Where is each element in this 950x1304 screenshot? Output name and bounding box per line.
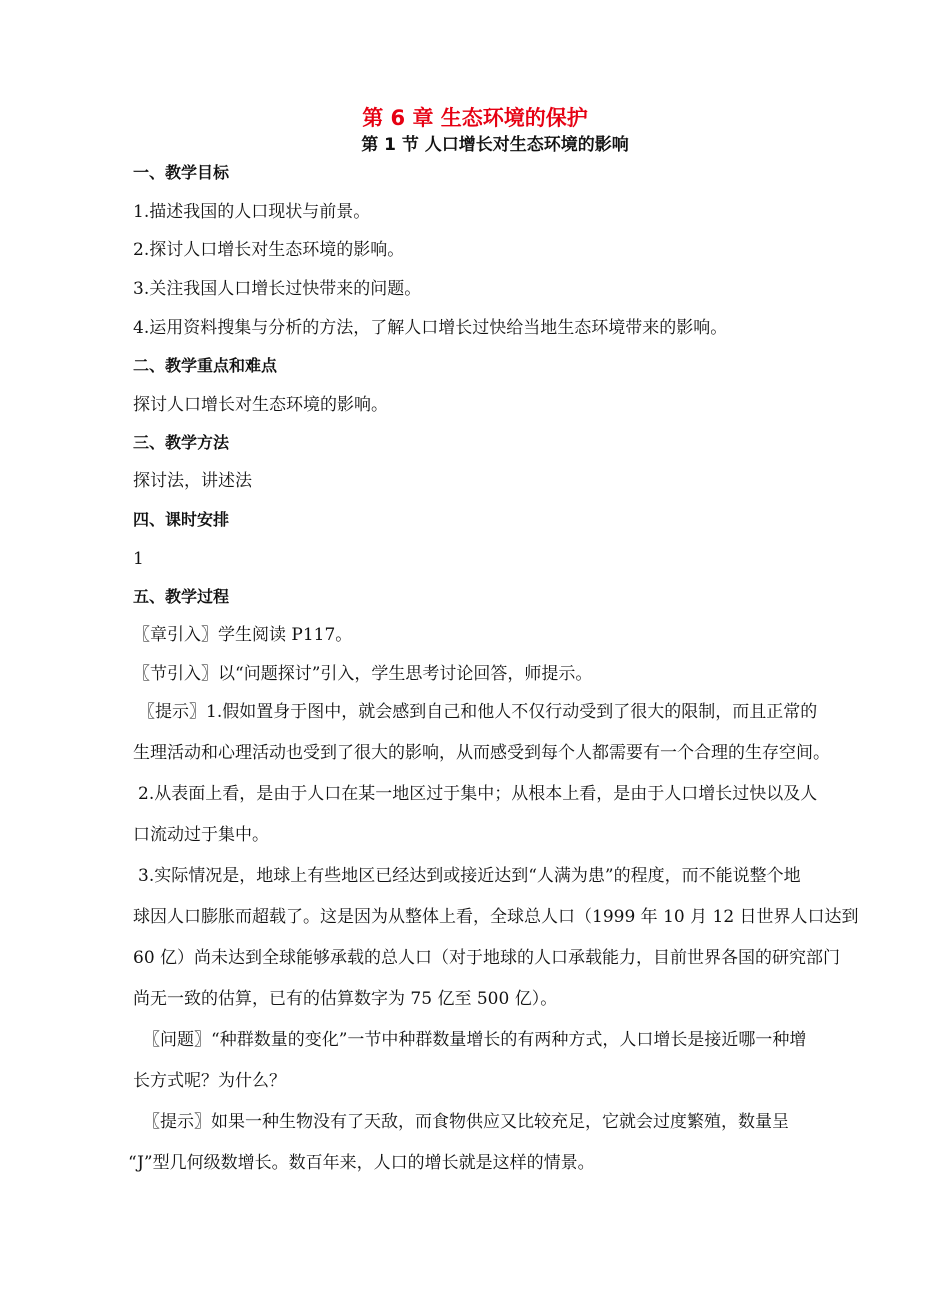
process-line: 尚无一致的估算，已有的估算数字为 75 亿至 500 亿）。 [133, 989, 558, 1009]
key-points-heading: 二、教学重点和难点 [133, 356, 278, 375]
process-line: 〖问题〗“种群数量的变化”一节中种群数量增长的有两种方式，人口增长是接近哪一种增 [143, 1030, 807, 1050]
process-line: 〖提示〗如果一种生物没有了天敌，而食物供应又比较充足，它就会过度繁殖，数量呈 [143, 1112, 789, 1132]
schedule-heading: 四、课时安排 [133, 510, 230, 529]
goal-item-2: 2.探讨人口增长对生态环境的影响。 [133, 240, 405, 260]
goal-item-4: 4.运用资料搜集与分析的方法，了解人口增长过快给当地生态环境带来的影响。 [133, 318, 728, 338]
methods-heading: 三、教学方法 [133, 433, 230, 452]
process-line: 口流动过于集中。 [133, 825, 269, 845]
process-line: 生理活动和心理活动也受到了很大的影响，从而感受到每个人都需要有一个合理的生存空间。 [133, 743, 830, 763]
chapter-title: 第 6 章 生态环境的保护 [362, 106, 588, 130]
process-line: 3.实际情况是，地球上有些地区已经达到或接近达到“人满为患”的程度，而不能说整个地 [138, 866, 801, 886]
process-line: “J”型几何级数增长。数百年来，人口的增长就是这样的情景。 [128, 1153, 595, 1173]
process-line: 〖章引入〗学生阅读 P117。 [133, 625, 353, 645]
process-line: 球因人口膨胀而超载了。这是因为从整体上看，全球总人口（1999 年 10 月 12 日世界人口达到 [133, 907, 859, 927]
schedule-text: 1 [133, 549, 144, 569]
section-title: 第 1 节 人口增长对生态环境的影响 [361, 135, 629, 155]
process-line: 〖节引入〗以“问题探讨”引入，学生思考讨论回答，师提示。 [133, 664, 593, 684]
process-line: 长方式呢？为什么？ [133, 1071, 286, 1091]
process-line: 2.从表面上看，是由于人口在某一地区过于集中；从根本上看，是由于人口增长过快以及人 [138, 784, 818, 804]
key-points-text: 探讨人口增长对生态环境的影响。 [133, 395, 388, 415]
goals-heading: 一、教学目标 [133, 163, 230, 182]
process-line: 60 亿）尚未达到全球能够承载的总人口（对于地球的人口承载能力，目前世界各国的研究部门 [133, 948, 841, 968]
goal-item-3: 3.关注我国人口增长过快带来的问题。 [133, 279, 422, 299]
process-line: 〖提示〗1.假如置身于图中，就会感到自己和他人不仅行动受到了很大的限制，而且正常的 [138, 702, 818, 722]
process-heading: 五、教学过程 [133, 587, 230, 606]
methods-text: 探讨法，讲述法 [133, 471, 252, 491]
goal-item-1: 1.描述我国的人口现状与前景。 [133, 202, 371, 222]
